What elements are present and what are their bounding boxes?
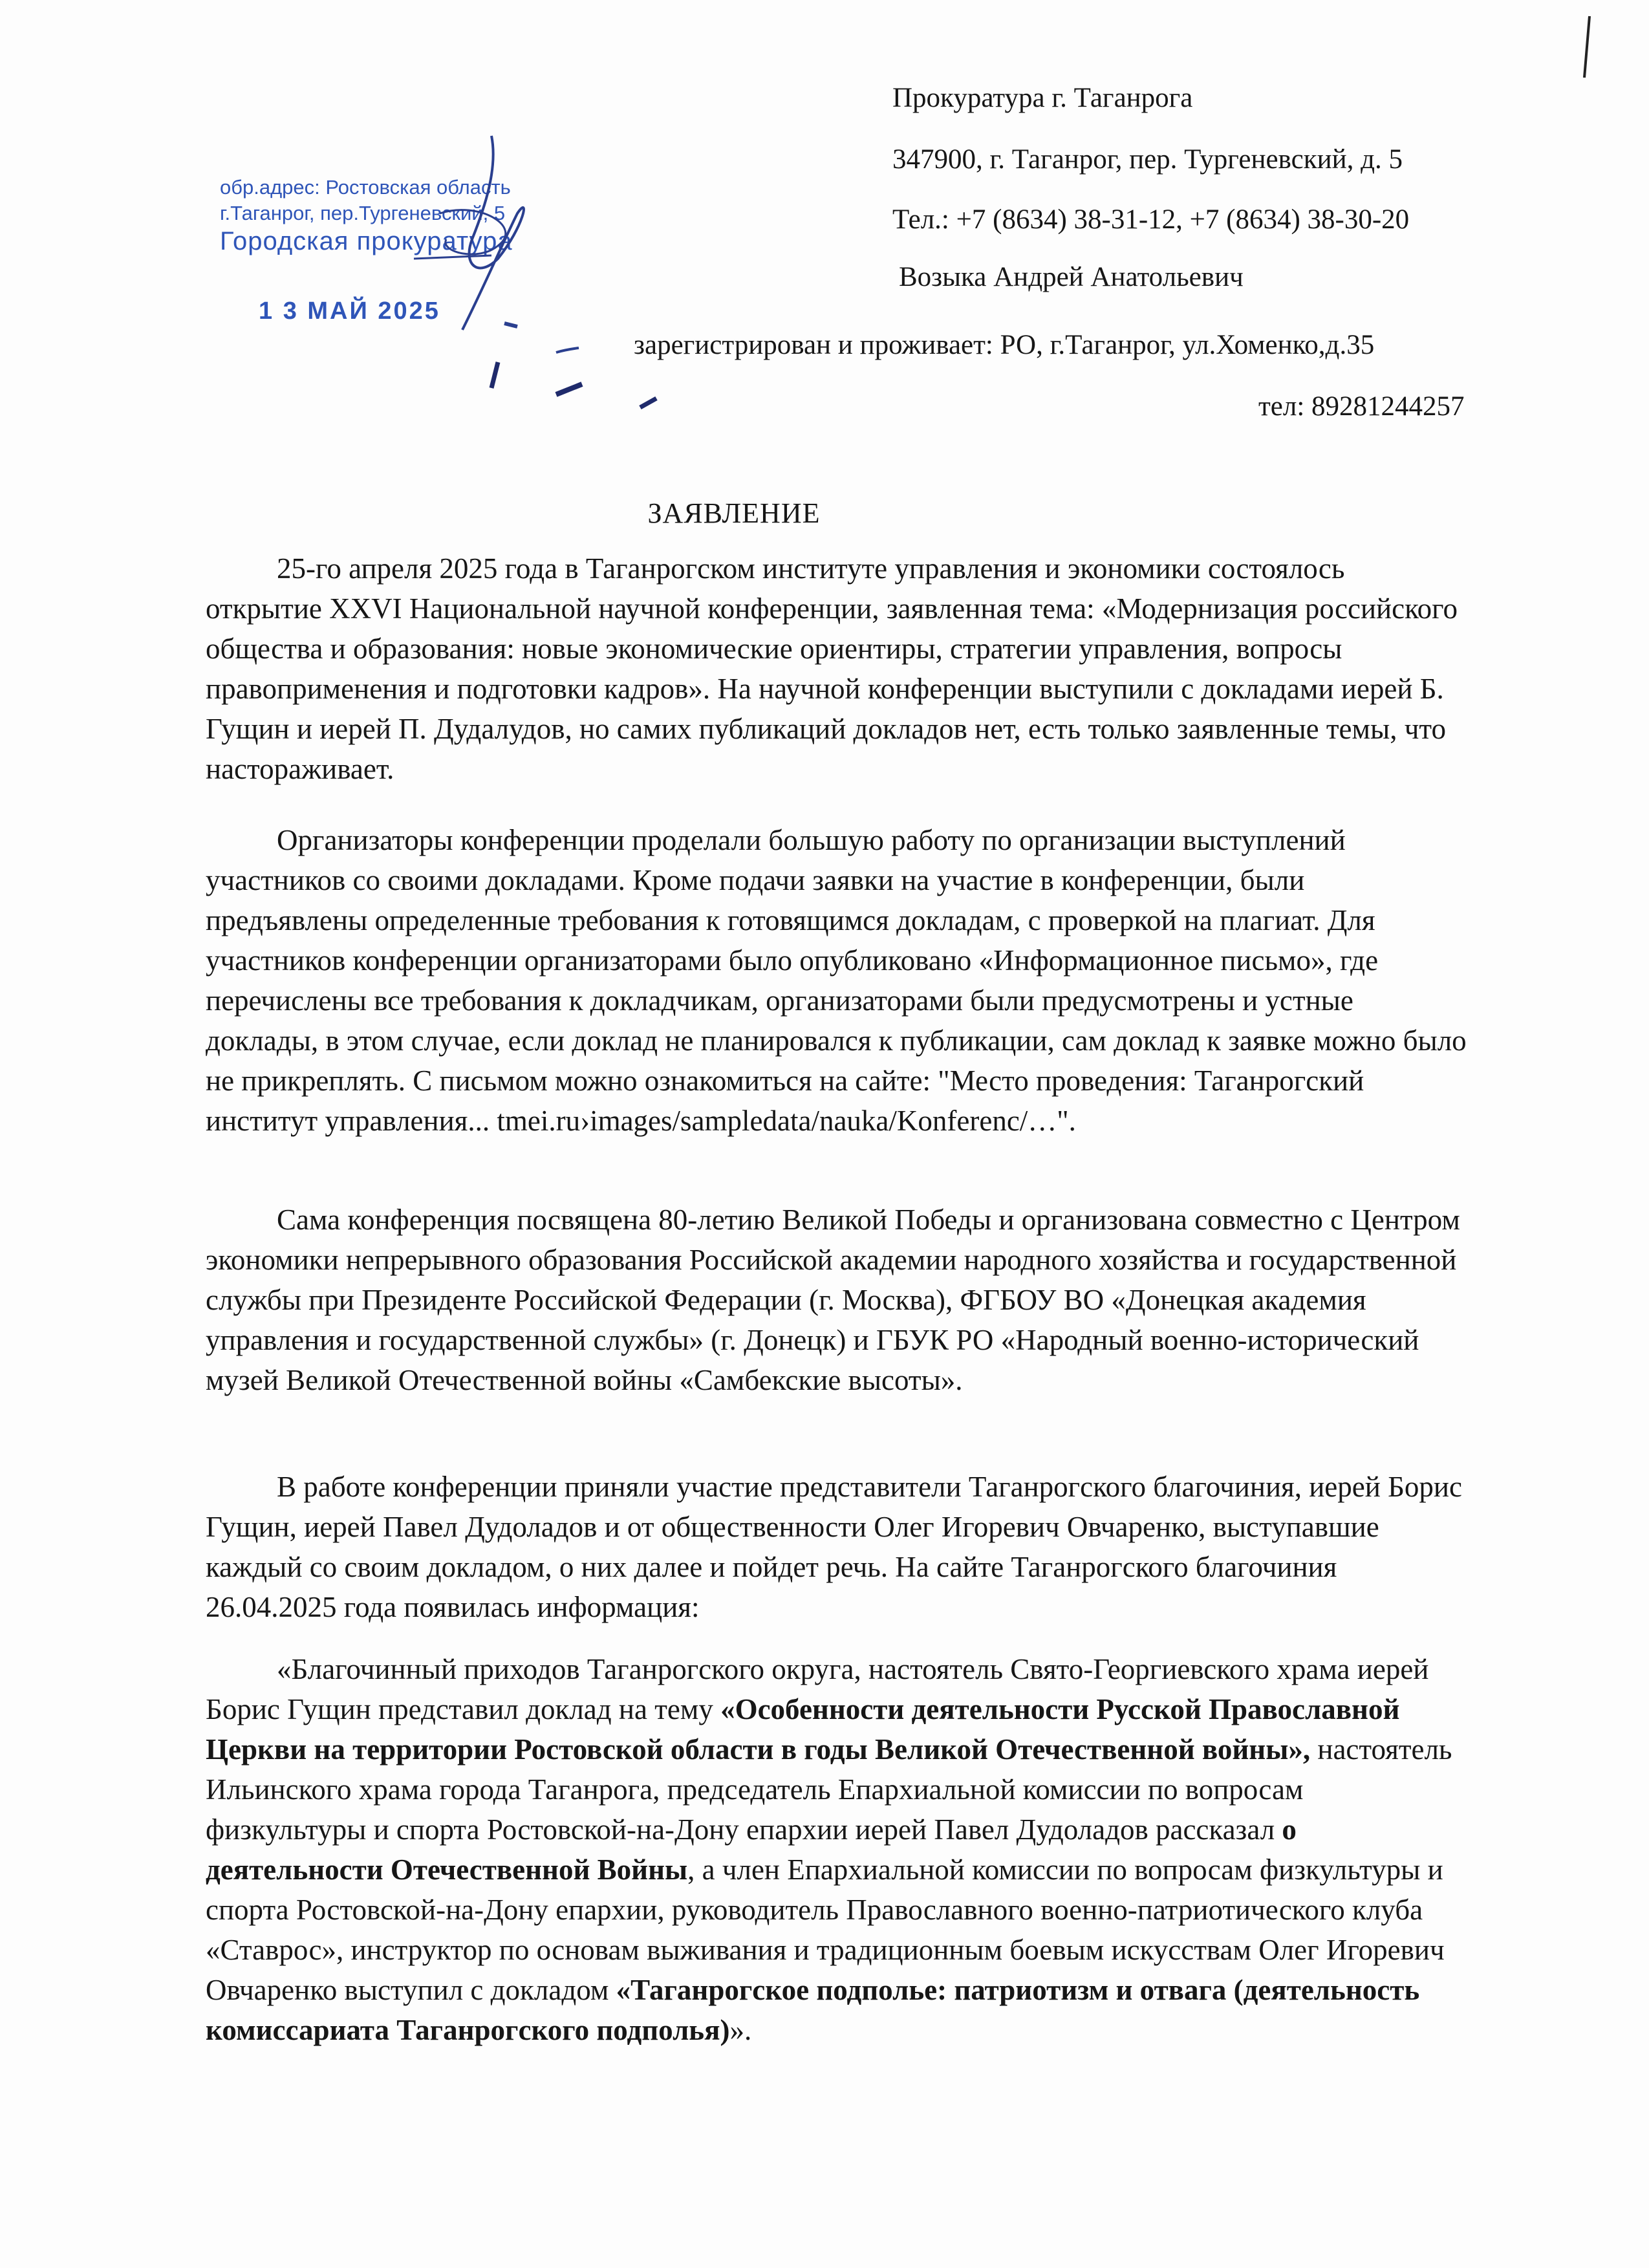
paragraph-5 [206,1649,1467,2050]
paragraph-1 [206,548,1467,789]
signature-icon [401,116,724,440]
paragraph-5-bold-2: о деятельности Отечественной Войны [206,1813,1297,1886]
paragraph-3 [206,1200,1467,1400]
recipient-phones: Тел.: +7 (8634) 38-31-12, +7 (8634) 38-30-20 [892,204,1410,235]
paragraph-4 [206,1467,1467,1627]
stamp-address-line: обр.адрес: Ростовская область [220,176,511,199]
paragraph-5-run-3: , а член Епархиальной комиссии по вопросам физкультуры и спорта Ростовской-на-Дону епархии, руководитель Православного военно-патриотического клуба «Ставрос», инструктор по основам выживания и традиционным боевым искусствам Олег Игоревич Овчаренко выступил с докладом [206,1853,1445,2006]
sender-name: Возыка Андрей Анатольевич [899,262,1244,292]
stamp-organization: Городская прокуратура [220,227,513,255]
scan-edge-mark-icon [1578,13,1597,84]
paragraph-5-bold-1: «Особенности деятельности Русской Православной Церкви на территории Ростовской области в годы Великой Отечественной войны», [206,1693,1400,1766]
paragraph-5-bold-3: «Таганрогское подполье: патриотизм и отвага (деятельность комиссариата Таганрогского подполья) [206,1974,1420,2046]
paragraph-5-text [206,1649,1467,2050]
sender-phone: тел: 89281244257 [1258,391,1465,422]
paragraph-5-run-1: «Благочинный приходов Таганрогского округа, настоятель Свято-Георгиевского храма иерей Борис Гущин представил доклад на тему [206,1653,1429,1725]
paragraph-3-text: Сама конференция посвящена 80-летию Великой Победы и организована совместно с Центром экономики непрерывного образования Российской академии народного хозяйства и государственной службы при Президенте Российской Федерации (г. Москва), ФГБОУ ВО «Донецкая академия управления и государственной службы» (г. Донецк) и ГБУК РО «Народный военно-исторический музей Великой Отечественной войны «Самбекские высоты». [206,1204,1460,1396]
paragraph-2-text: Организаторы конференции проделали большую работу по организации выступлений участников со своими докладами. Кроме подачи заявки на участие в конференции, были предъявлены определенные требования к готовящимся докладам, с проверкой на плагиат. Для участников конференции организаторами было опубликовано «Информационное письмо», где перечислены все требования к докладчикам, организаторами были предусмотрены и устные доклады, в этом случае, если доклад не планировался к публикации, сам доклад к заявке можно было не прикреплять. С письмом можно ознакомиться на сайте: "Место проведения: Таганрогский институт управления... tmei.ru›images/sampledata/nauka/Konferenc/…". [206,824,1467,1137]
paragraph-2 [206,820,1467,1141]
stamp-street-line: г.Таганрог, пер.Тургеневский, 5 [220,202,506,224]
recipient-name: Прокуратура г. Таганрога [892,83,1193,113]
document-title: ЗАЯВЛЕНИЕ [647,497,821,529]
paragraph-4-text: В работе конференции приняли участие представители Таганрогского благочиния, иерей Борис Гущин, иерей Павел Дудоладов и от общественности Олег Игоревич Овчаренко, выступавшие каждый со своим докладом, о них далее и пойдет речь. На сайте Таганрогского благочиния 26.04.2025 года появилась информация: [206,1471,1462,1623]
stamp-date: 1 3 МАЙ 2025 [259,297,440,325]
paragraph-5-run-4: ». [729,2014,752,2046]
sender-address: зарегистрирован и проживает: РО, г.Таганрог, ул.Хоменко,д.35 [634,330,1375,360]
paragraph-1-text: 25-го апреля 2025 года в Таганрогском институте управления и экономики состоялось открытие XXVI Национальной научной конференции, заявленная тема: «Модернизация российского общества и образования: новые экономические ориентиры, стратегии управления, вопросы правоприменения и подготовки кадров». На научной конференции выступили с докладами иерей Б. Гущин и иерей П. Дудалудов, но самих публикаций докладов нет, есть только заявленные темы, что настораживает. [206,552,1458,785]
recipient-address: 347900, г. Таганрог, пер. Тургеневский, д. 5 [892,144,1403,175]
paragraph-5-run-2: настоятель Ильинского храма города Таганрога, председатель Епархиальной комиссии по вопросам физкультуры и спорта Ростовской-на-Дону епархии иерей Павел Дудоладов рассказал [206,1733,1452,1846]
